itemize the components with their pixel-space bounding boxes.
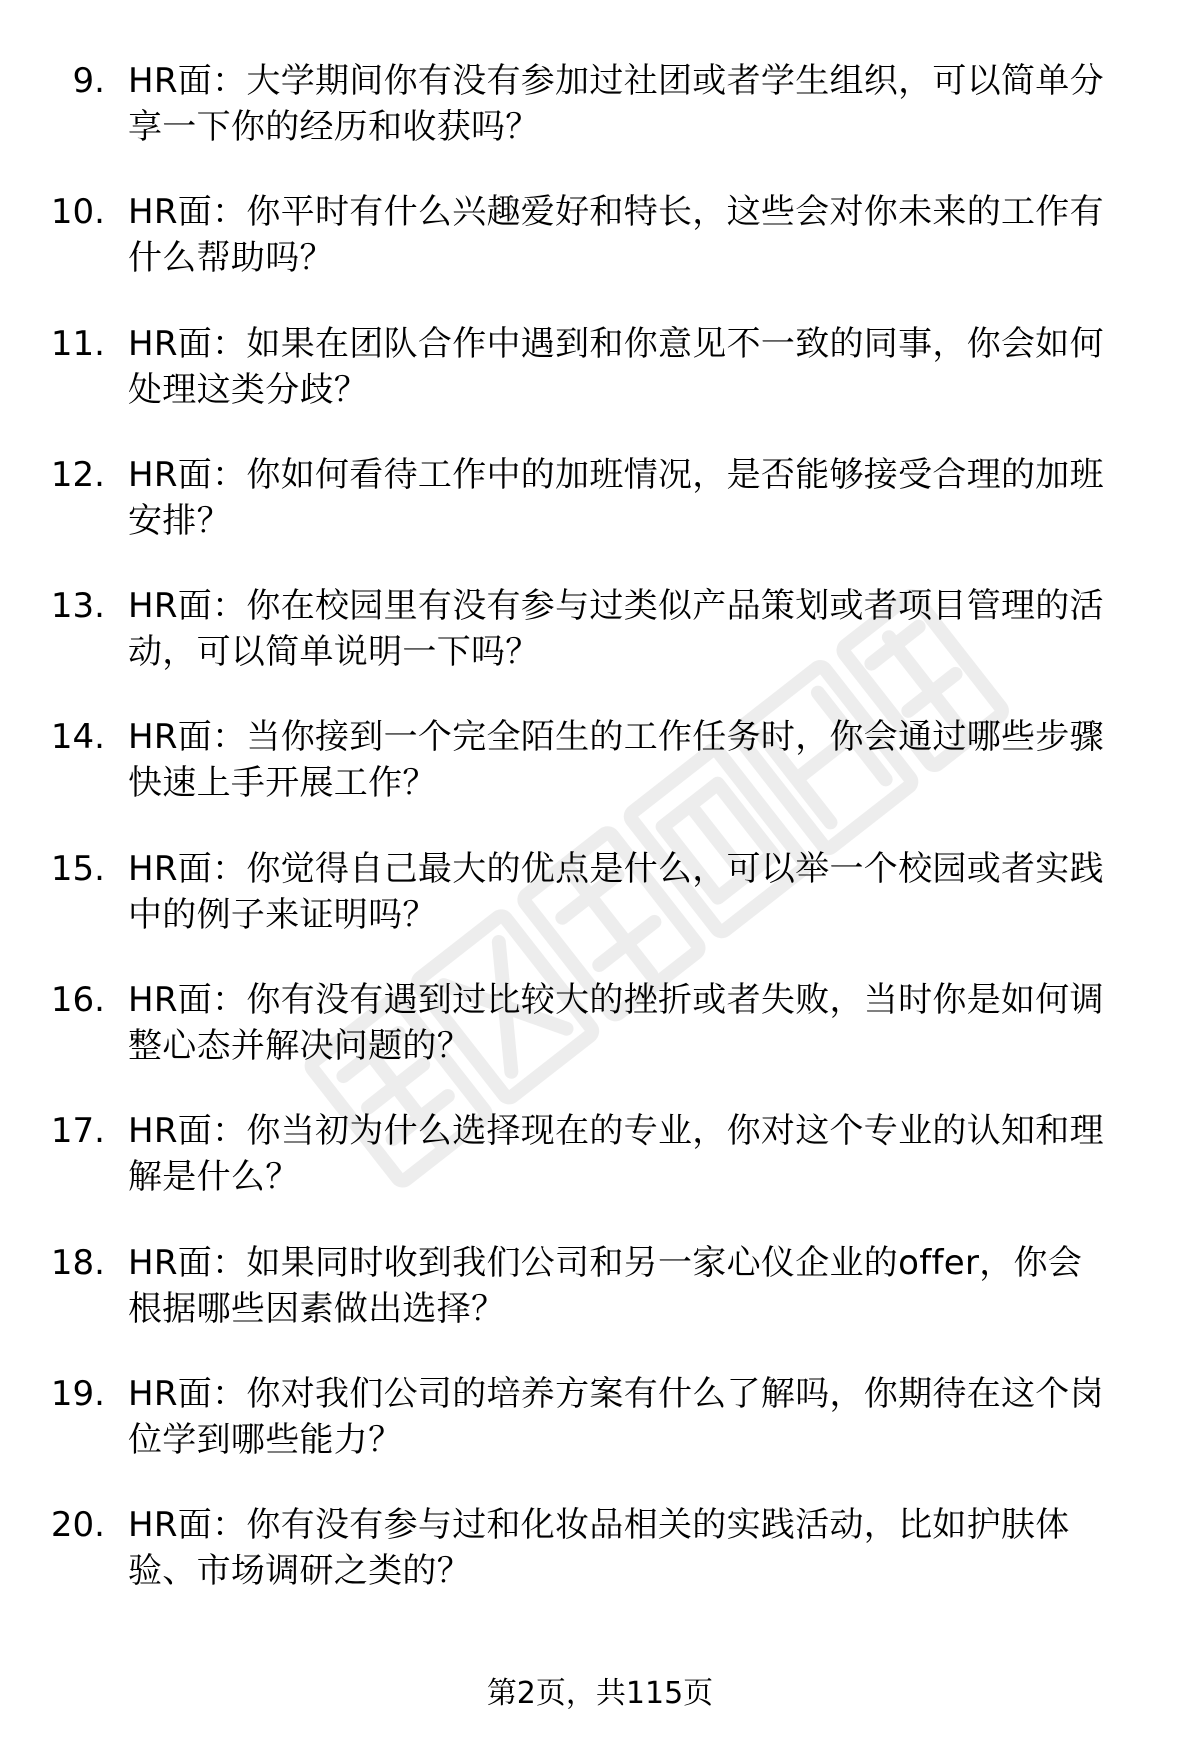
question-text — [128, 1502, 1160, 1594]
question-line: HR面：你平时有什么兴趣爱好和特长，这些会对你未来的工作有 — [128, 192, 1104, 233]
question-text — [128, 189, 1160, 281]
question-item — [0, 189, 1200, 320]
question-number: 15. — [50, 848, 105, 889]
question-item — [0, 321, 1200, 452]
question-item — [0, 1502, 1200, 1633]
question-item — [0, 1108, 1200, 1239]
question-text — [128, 58, 1160, 150]
question-number: 19. — [50, 1373, 105, 1414]
question-text — [128, 846, 1160, 938]
question-text — [128, 714, 1160, 806]
question-number: 12. — [50, 454, 105, 495]
question-text — [128, 321, 1160, 413]
question-line: 中的例子来证明吗？ — [128, 894, 437, 935]
question-line: HR面：你有没有遇到过比较大的挫折或者失败，当时你是如何调 — [128, 980, 1104, 1021]
question-text — [128, 977, 1160, 1069]
question-line: 整心态并解决问题的？ — [128, 1026, 471, 1067]
question-list — [0, 58, 1200, 1634]
question-number: 17. — [50, 1111, 105, 1152]
question-line: 什么帮助吗？ — [128, 238, 334, 279]
question-line: HR面：如果同时收到我们公司和另一家心仪企业的offer，你会 — [128, 1242, 1083, 1283]
question-number: 9. — [72, 61, 105, 101]
question-line: 解是什么？ — [128, 1157, 300, 1198]
question-item — [0, 58, 1200, 189]
question-line: HR面：大学期间你有没有参加过社团或者学生组织，可以简单分 — [128, 61, 1104, 101]
question-item — [0, 1240, 1200, 1371]
question-text — [128, 1240, 1160, 1332]
question-line: HR面：你如何看待工作中的加班情况，是否能够接受合理的加班 — [128, 454, 1104, 495]
question-line: HR面：你在校园里有没有参与过类似产品策划或者项目管理的活 — [128, 586, 1104, 627]
question-text — [128, 1371, 1160, 1463]
question-number: 10. — [50, 192, 105, 233]
question-line: 验、市场调研之类的？ — [128, 1551, 471, 1592]
question-number: 16. — [50, 980, 105, 1021]
question-text — [128, 583, 1160, 675]
question-item — [0, 846, 1200, 977]
question-number: 13. — [50, 586, 105, 627]
question-line: 根据哪些因素做出选择？ — [128, 1288, 506, 1329]
question-line: 动，可以简单说明一下吗？ — [128, 632, 540, 673]
question-text — [128, 452, 1160, 544]
question-item — [0, 452, 1200, 583]
question-line: HR面：你对我们公司的培养方案有什么了解吗，你期待在这个岗 — [128, 1373, 1104, 1414]
page-footer: 第2页，共115页 — [486, 1676, 714, 1711]
question-item — [0, 583, 1200, 714]
question-line: 快速上手开展工作？ — [128, 763, 437, 804]
question-line: HR面：你当初为什么选择现在的专业，你对这个专业的认知和理 — [128, 1111, 1104, 1152]
question-line: HR面：如果在团队合作中遇到和你意见不一致的同事，你会如何 — [128, 323, 1104, 364]
question-line: 安排？ — [128, 500, 231, 541]
question-text — [128, 1108, 1160, 1200]
question-line: HR面：你觉得自己最大的优点是什么，可以举一个校园或者实践 — [128, 848, 1104, 889]
question-line: 享一下你的经历和收获吗？ — [128, 107, 540, 147]
question-number: 11. — [50, 323, 105, 364]
question-item — [0, 714, 1200, 845]
question-number: 18. — [50, 1242, 105, 1283]
question-line: HR面：当你接到一个完全陌生的工作任务时，你会通过哪些步骤 — [128, 717, 1104, 758]
question-number: 14. — [50, 717, 105, 758]
question-line: 位学到哪些能力？ — [128, 1419, 403, 1460]
question-number: 20. — [50, 1505, 105, 1546]
question-item — [0, 1371, 1200, 1502]
question-line: 处理这类分歧？ — [128, 369, 369, 410]
question-line: HR面：你有没有参与过和化妆品相关的实践活动，比如护肤体 — [128, 1505, 1070, 1546]
question-item — [0, 977, 1200, 1108]
